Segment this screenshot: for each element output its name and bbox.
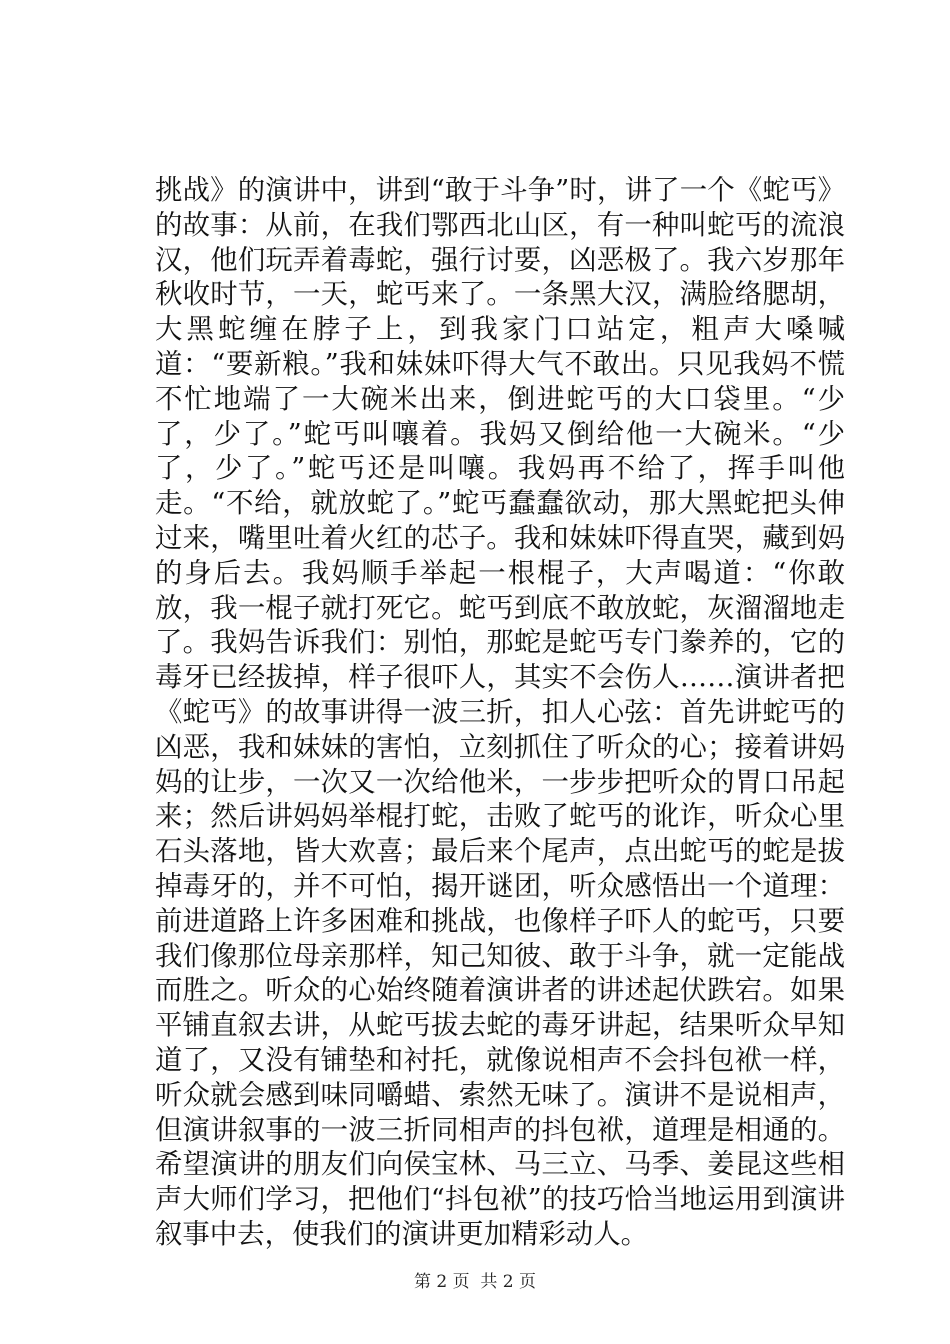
body-paragraph: 挑战》的演讲中，讲到“敢于斗争”时，讲了一个《蛇丐》的故事：从前，在我们鄂西北山区，有一种叫蛇丐的流浪汉，他们玩弄着毒蛇，强行讨要，凶恶极了。我六岁那年秋收时节，一天，蛇丐来了。一条黑大汉，满脸络腮胡，大黑蛇缠在脖子上，到我家门口站定，粗声大嗓喊道：“要新粮。”我和妹妹吓得大气不敢出。只见我妈不慌不忙地端了一大碗米出来，倒进蛇丐的大口袋里。“少了，少了。”蛇丐叫嚷着。我妈又倒给他一大碗米。“少了，少了。”蛇丐还是叫嚷。我妈再不给了，挥手叫他走。“不给，就放蛇了。”蛇丐蠢蠢欲动，那大黑蛇把头伸过来，嘴里吐着火红的芯子。我和妹妹吓得直哭，藏到妈的身后去。我妈顺手举起一根棍子，大声喝道：“你敢放，我一棍子就打死它。蛇丐到底不敢放蛇，灰溜溜地走了。我妈告诉我们：别怕，那蛇是蛇丐专门豢养的，它的毒牙已经拔掉，样子很吓人，其实不会伤人……演讲者把《蛇丐》的故事讲得一波三折，扣人心弦：首先讲蛇丐的凶恶，我和妹妹的害怕，立刻抓住了听众的心；接着讲妈妈的让步，一次又一次给他米，一步步把听众的胃口吊起来；然后讲妈妈举棍打蛇，击败了蛇丐的讹诈，听众心里石头落地，皆大欢喜；最后来个尾声，点出蛇丐的蛇是拔掉毒牙的，并不可怕，揭开谜团，听众感悟出一个道理：前进道路上许多困难和挑战，也像样子吓人的蛇丐，只要我们像那位母亲那样，知己知彼、敢于斗争，就一定能战而胜之。听众的心始终随着演讲者的讲述起伏跌宕。如果平铺直叙去讲，从蛇丐拔去蛇的毒牙讲起，结果听众早知道了，又没有铺垫和衬托，就像说相声不会抖包袱一样，听众就会感到味同嚼蜡、索然无味了。演讲不是说相声，但演讲叙事的一波三折同相声的抖包袱，道理是相通的。希望演讲的朋友们向侯宝林、马三立、马季、姜昆这些相声大师们学习，把他们“抖包袱”的技巧恰当地运用到演讲叙事中去，使我们的演讲更加精彩动人。 <box>155 175 845 1250</box>
page-footer <box>0 1272 950 1292</box>
page-total: 共 2 页 <box>480 1272 537 1292</box>
page-number: 第 2 页 <box>413 1272 470 1292</box>
footer-spacer <box>470 1272 481 1292</box>
